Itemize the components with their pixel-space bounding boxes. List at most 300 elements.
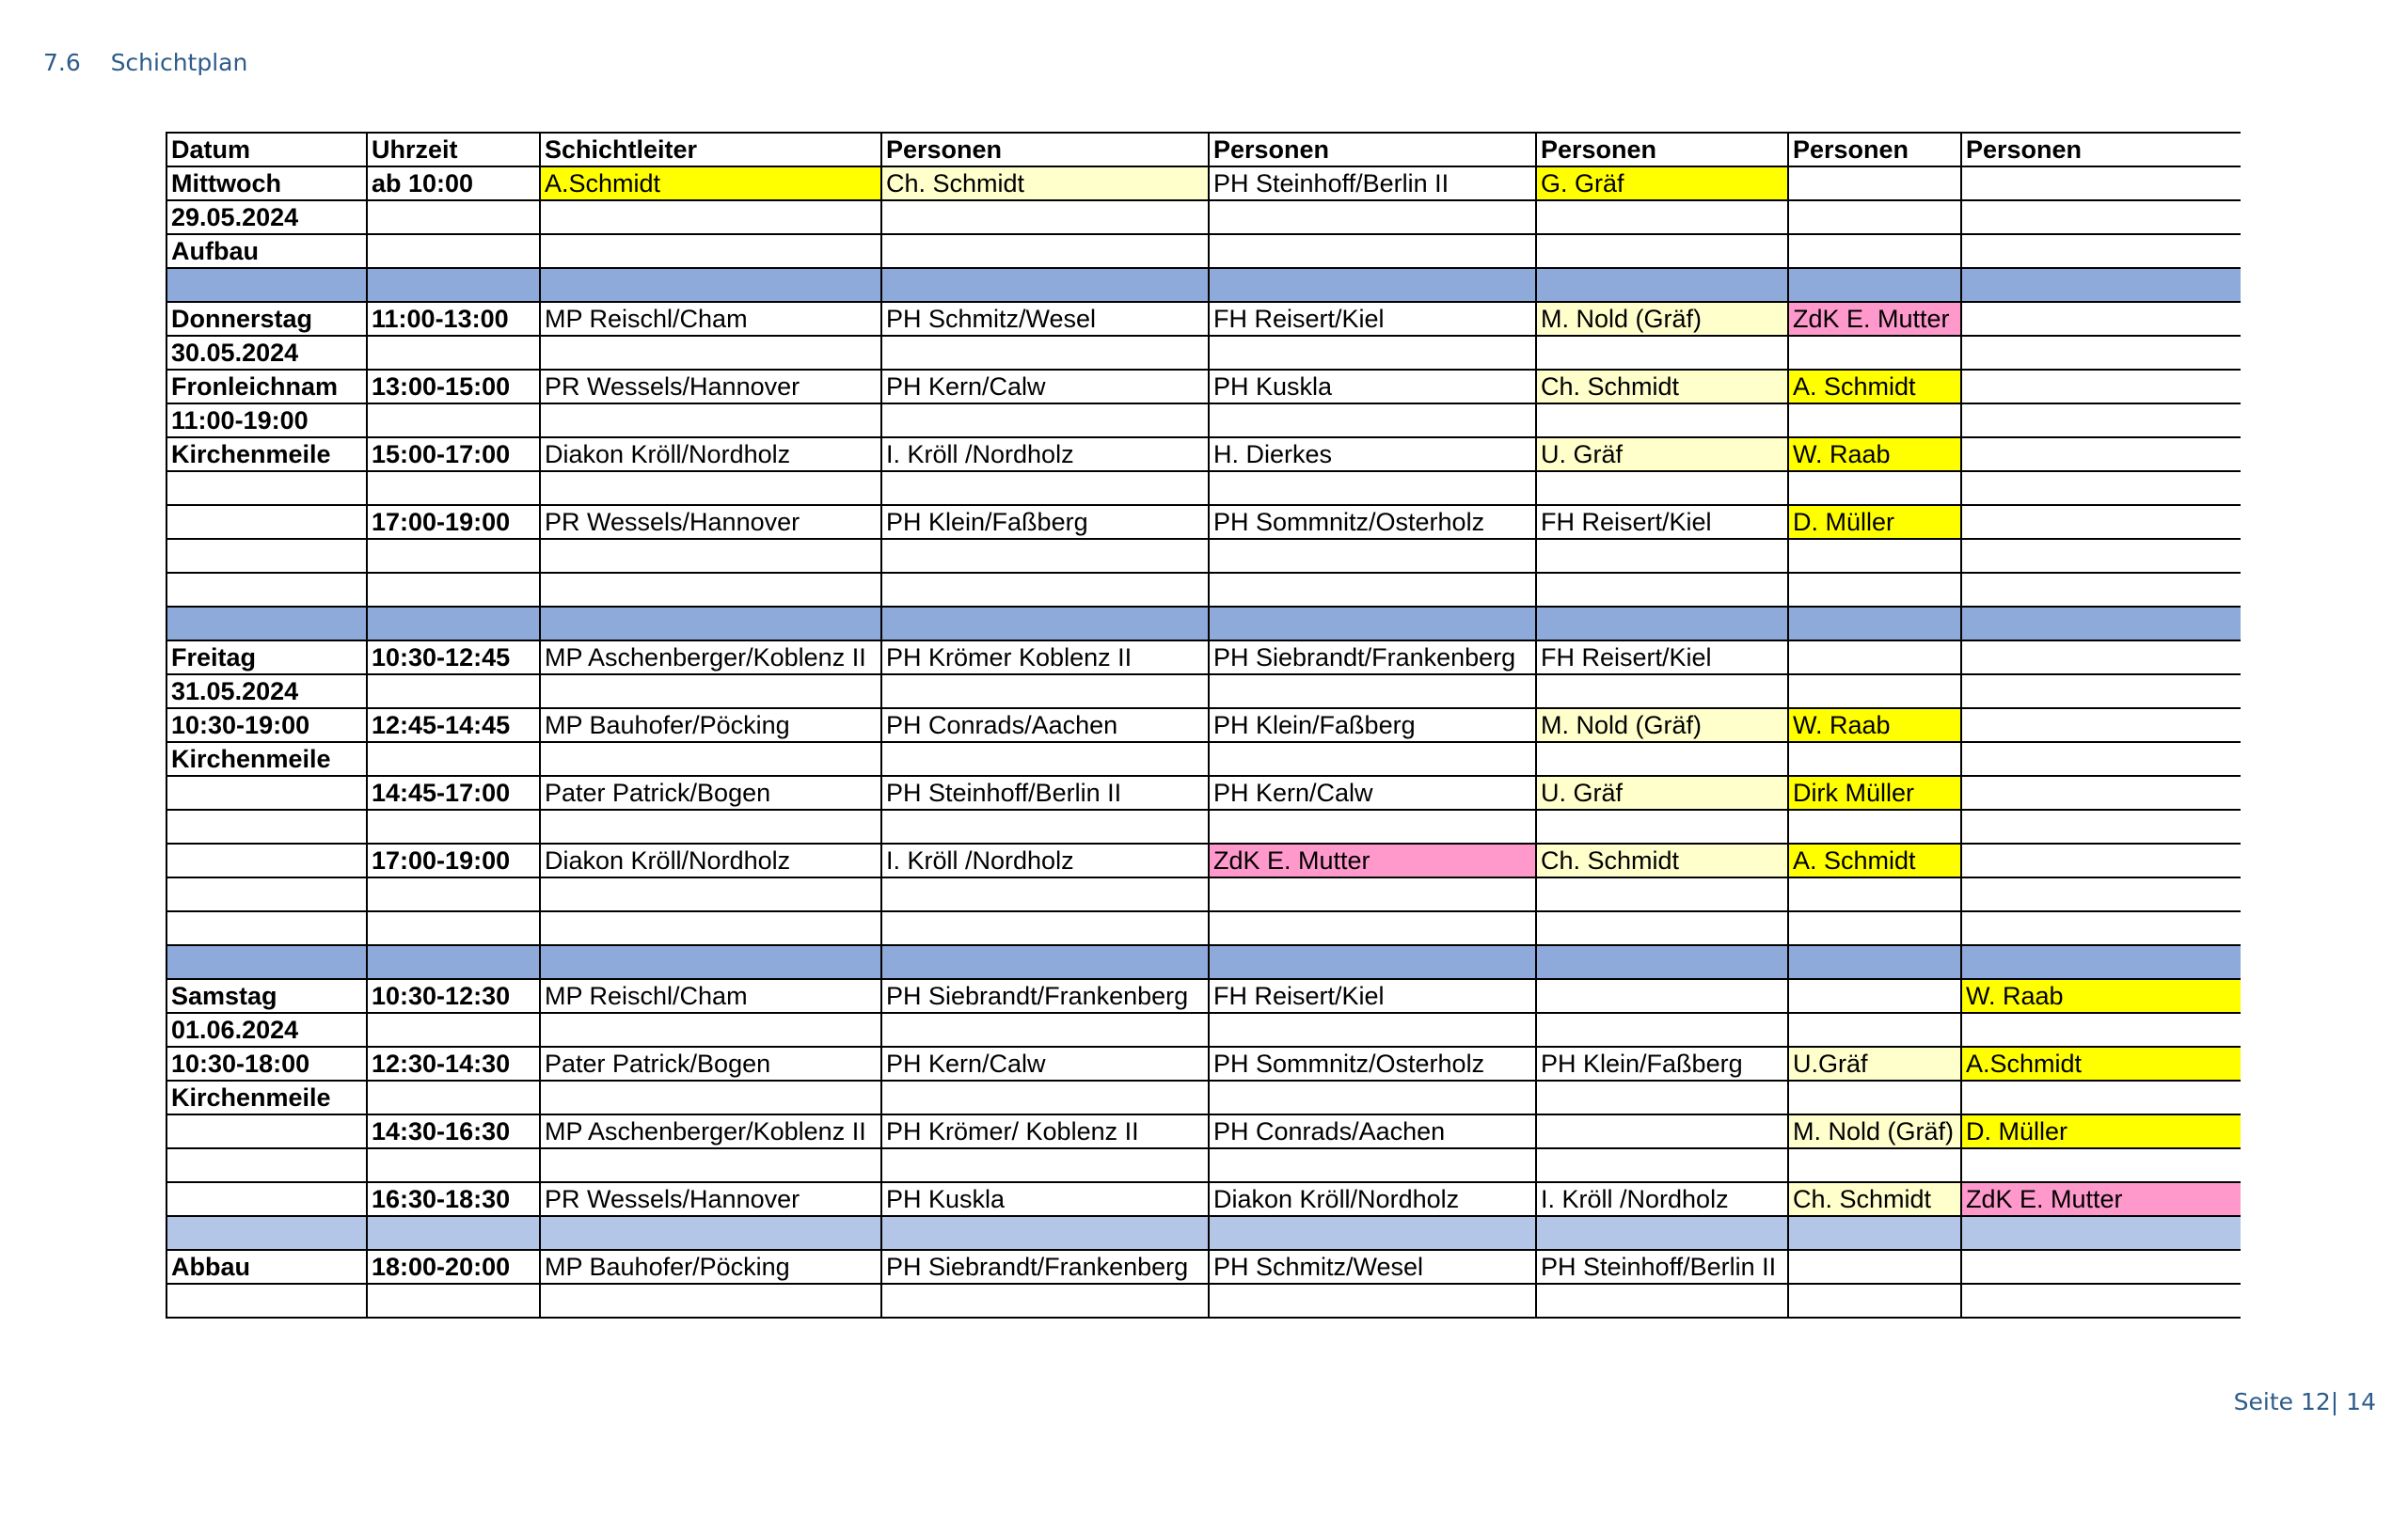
table-cell (1961, 471, 2241, 505)
table-row (166, 573, 2241, 607)
table-cell (1961, 302, 2241, 336)
separator-cell (367, 607, 540, 640)
table-cell: PH Klein/Faßberg (1209, 708, 1536, 742)
table-cell: MP Bauhofer/Pöcking (540, 1250, 881, 1284)
table-cell (1788, 471, 1961, 505)
table-cell: PH Schmitz/Wesel (1209, 1250, 1536, 1284)
table-cell: PR Wessels/Hannover (540, 505, 881, 539)
separator-cell (1536, 268, 1788, 302)
table-cell (1536, 471, 1788, 505)
table-cell (1788, 234, 1961, 268)
table-cell: U. Gräf (1536, 776, 1788, 810)
table-cell (1788, 539, 1961, 573)
table-cell (1961, 1148, 2241, 1182)
table-cell (1961, 336, 2241, 370)
table-cell (1209, 911, 1536, 945)
table-row (166, 674, 2241, 708)
table-cell (881, 1148, 1209, 1182)
table-cell (367, 234, 540, 268)
table-cell (367, 336, 540, 370)
table-cell: 31.05.2024 (166, 674, 367, 708)
table-cell (367, 1148, 540, 1182)
table-cell: Samstag (166, 979, 367, 1013)
table-cell: MP Reischl/Cham (540, 302, 881, 336)
table-cell: Ch. Schmidt (881, 166, 1209, 200)
table-cell (1788, 200, 1961, 234)
section-title: Schichtplan (110, 49, 248, 76)
table-cell (881, 1284, 1209, 1318)
separator-cell (540, 607, 881, 640)
table-row (166, 1148, 2241, 1182)
table-cell: W. Raab (1961, 979, 2241, 1013)
table-cell: M. Nold (Gräf) (1536, 302, 1788, 336)
separator-row (166, 945, 2241, 979)
table-cell (1209, 471, 1536, 505)
table-row (166, 1013, 2241, 1047)
table-cell: I. Kröll /Nordholz (881, 844, 1209, 877)
separator-cell (166, 1216, 367, 1250)
table-cell: Donnerstag (166, 302, 367, 336)
table-cell (1536, 1081, 1788, 1114)
table-row (166, 1081, 2241, 1114)
table-row (166, 776, 2241, 810)
table-cell: Kirchenmeile (166, 742, 367, 776)
table-body (166, 166, 2241, 1318)
table-cell (166, 776, 367, 810)
table-cell: H. Dierkes (1209, 437, 1536, 471)
table-cell: 13:00-15:00 (367, 370, 540, 403)
table-cell (881, 539, 1209, 573)
table-row (166, 1182, 2241, 1216)
table-cell (367, 539, 540, 573)
table-cell (1961, 742, 2241, 776)
table-cell (1209, 336, 1536, 370)
table-cell (1961, 234, 2241, 268)
table-cell: W. Raab (1788, 437, 1961, 471)
table-cell: PH Steinhoff/Berlin II (881, 776, 1209, 810)
table-cell: Pater Patrick/Bogen (540, 1047, 881, 1081)
table-row (166, 1114, 2241, 1148)
table-cell (1536, 1013, 1788, 1047)
table-cell (367, 810, 540, 844)
table-cell: 10:30-12:30 (367, 979, 540, 1013)
table-cell (1209, 1081, 1536, 1114)
table-cell: Freitag (166, 640, 367, 674)
table-cell: U.Gräf (1788, 1047, 1961, 1081)
table-cell: MP Aschenberger/Koblenz II (540, 1114, 881, 1148)
separator-cell (881, 1216, 1209, 1250)
table-cell: PH Klein/Faßberg (1536, 1047, 1788, 1081)
table-cell: PH Siebrandt/Frankenberg (881, 1250, 1209, 1284)
table-cell: Pater Patrick/Bogen (540, 776, 881, 810)
table-cell (540, 674, 881, 708)
shift-schedule-table (166, 132, 2241, 1319)
table-cell: A. Schmidt (1788, 844, 1961, 877)
separator-cell (166, 945, 367, 979)
table-cell (1961, 1284, 2241, 1318)
table-cell (1788, 674, 1961, 708)
table-cell (166, 573, 367, 607)
table-row (166, 742, 2241, 776)
separator-cell (1961, 945, 2241, 979)
table-cell (1788, 1148, 1961, 1182)
table-cell: ZdK E. Mutter (1788, 302, 1961, 336)
table-cell: 10:30-19:00 (166, 708, 367, 742)
table-cell: 14:45-17:00 (367, 776, 540, 810)
table-cell (540, 234, 881, 268)
table-row (166, 505, 2241, 539)
table-cell: Ch. Schmidt (1788, 1182, 1961, 1216)
separator-cell (166, 607, 367, 640)
table-cell (540, 810, 881, 844)
separator-cell (367, 1216, 540, 1250)
table-cell (1961, 776, 2241, 810)
table-cell: Mittwoch (166, 166, 367, 200)
table-cell (1536, 1148, 1788, 1182)
table-cell (1961, 200, 2241, 234)
separator-cell (1788, 268, 1961, 302)
table-cell (1209, 674, 1536, 708)
table-row (166, 302, 2241, 336)
table-cell (881, 471, 1209, 505)
section-heading (43, 49, 247, 76)
table-cell (1788, 979, 1961, 1013)
table-cell: Fronleichnam (166, 370, 367, 403)
table-row (166, 200, 2241, 234)
table-cell: Aufbau (166, 234, 367, 268)
table-cell (881, 810, 1209, 844)
table-cell (1961, 505, 2241, 539)
table-cell: Ch. Schmidt (1536, 370, 1788, 403)
column-header: Personen (1788, 133, 1961, 166)
table-cell (1961, 911, 2241, 945)
table-cell: D. Müller (1961, 1114, 2241, 1148)
table-cell (540, 1081, 881, 1114)
table-cell (1209, 539, 1536, 573)
table-row (166, 844, 2241, 877)
table-cell (540, 742, 881, 776)
separator-cell (1536, 607, 1788, 640)
table-cell (881, 911, 1209, 945)
table-cell: I. Kröll /Nordholz (1536, 1182, 1788, 1216)
table-cell (166, 810, 367, 844)
table-cell (367, 1081, 540, 1114)
table-cell (540, 539, 881, 573)
table-cell: I. Kröll /Nordholz (881, 437, 1209, 471)
table-cell (1961, 1250, 2241, 1284)
separator-cell (1209, 268, 1536, 302)
separator-cell (881, 607, 1209, 640)
column-header: Personen (1536, 133, 1788, 166)
separator-cell (367, 945, 540, 979)
table-cell (367, 1013, 540, 1047)
table-cell: FH Reisert/Kiel (1209, 979, 1536, 1013)
table-cell (1961, 539, 2241, 573)
table-cell: PH Conrads/Aachen (1209, 1114, 1536, 1148)
table-cell (1536, 877, 1788, 911)
table-cell: 14:30-16:30 (367, 1114, 540, 1148)
table-cell: D. Müller (1788, 505, 1961, 539)
table-cell: PH Siebrandt/Frankenberg (1209, 640, 1536, 674)
separator-row (166, 607, 2241, 640)
table-cell (166, 1182, 367, 1216)
separator-row (166, 268, 2241, 302)
separator-cell (881, 945, 1209, 979)
table-cell (166, 911, 367, 945)
table-cell (1961, 1013, 2241, 1047)
table-cell (166, 877, 367, 911)
table-cell (540, 877, 881, 911)
table-cell: PH Siebrandt/Frankenberg (881, 979, 1209, 1013)
table-cell (881, 877, 1209, 911)
table-cell (1788, 911, 1961, 945)
table-header-row (166, 133, 2241, 166)
table-row (166, 1047, 2241, 1081)
separator-cell (540, 945, 881, 979)
table-cell: 17:00-19:00 (367, 844, 540, 877)
table-cell: FH Reisert/Kiel (1536, 640, 1788, 674)
table-row (166, 877, 2241, 911)
table-cell (540, 336, 881, 370)
table-cell (1961, 437, 2241, 471)
table-cell (881, 200, 1209, 234)
table-cell: 15:00-17:00 (367, 437, 540, 471)
page-number: Seite 12| 14 (2233, 1388, 2376, 1415)
table-cell (540, 1148, 881, 1182)
separator-cell (1209, 607, 1536, 640)
table-cell (1209, 403, 1536, 437)
table-cell (1209, 1148, 1536, 1182)
table-cell: Kirchenmeile (166, 437, 367, 471)
table-cell: PH Kern/Calw (881, 370, 1209, 403)
table-cell: 11:00-13:00 (367, 302, 540, 336)
table-cell (540, 911, 881, 945)
table-cell (1788, 403, 1961, 437)
column-header: Personen (881, 133, 1209, 166)
separator-cell (1536, 1216, 1788, 1250)
table-row (166, 437, 2241, 471)
table-cell (540, 403, 881, 437)
table-cell: PH Sommnitz/Osterholz (1209, 505, 1536, 539)
table-cell (881, 742, 1209, 776)
table-cell (540, 573, 881, 607)
table-cell (1961, 708, 2241, 742)
separator-cell (1788, 1216, 1961, 1250)
table-cell: 01.06.2024 (166, 1013, 367, 1047)
table-cell (1788, 166, 1961, 200)
table-row (166, 810, 2241, 844)
table-cell: PH Sommnitz/Osterholz (1209, 1047, 1536, 1081)
table-cell: 16:30-18:30 (367, 1182, 540, 1216)
table-cell (1209, 234, 1536, 268)
column-header: Datum (166, 133, 367, 166)
table-cell (1536, 742, 1788, 776)
table-cell (166, 844, 367, 877)
table-cell: PH Kern/Calw (881, 1047, 1209, 1081)
table-cell: Kirchenmeile (166, 1081, 367, 1114)
table-cell (367, 742, 540, 776)
table-cell (1536, 336, 1788, 370)
table-cell (1209, 1284, 1536, 1318)
table-cell (540, 1013, 881, 1047)
table-cell: U. Gräf (1536, 437, 1788, 471)
column-header: Personen (1961, 133, 2241, 166)
table-row (166, 911, 2241, 945)
separator-cell (881, 268, 1209, 302)
separator-cell (1961, 1216, 2241, 1250)
table-cell: PH Steinhoff/Berlin II (1536, 1250, 1788, 1284)
table-cell: 29.05.2024 (166, 200, 367, 234)
table-cell (1961, 674, 2241, 708)
table-row (166, 166, 2241, 200)
table-cell: MP Aschenberger/Koblenz II (540, 640, 881, 674)
table-cell (1788, 573, 1961, 607)
table-cell: Abbau (166, 1250, 367, 1284)
table-cell (1961, 166, 2241, 200)
table-cell (1961, 1081, 2241, 1114)
table-cell (540, 1284, 881, 1318)
table-cell (1961, 877, 2241, 911)
table-cell (1788, 742, 1961, 776)
table-row (166, 336, 2241, 370)
separator-cell (1961, 607, 2241, 640)
table-cell (1788, 1250, 1961, 1284)
separator-cell (166, 268, 367, 302)
table-cell (166, 1114, 367, 1148)
table-cell (881, 403, 1209, 437)
table-cell: ab 10:00 (367, 166, 540, 200)
table-cell: 30.05.2024 (166, 336, 367, 370)
table-cell (166, 505, 367, 539)
table-cell (1788, 1013, 1961, 1047)
table-cell: PH Krömer/ Koblenz II (881, 1114, 1209, 1148)
separator-cell (1961, 268, 2241, 302)
table-row (166, 539, 2241, 573)
separator-cell (1209, 1216, 1536, 1250)
table-cell (1961, 370, 2241, 403)
table-cell: 17:00-19:00 (367, 505, 540, 539)
table-cell: ZdK E. Mutter (1961, 1182, 2241, 1216)
table-cell (540, 471, 881, 505)
table-cell (367, 911, 540, 945)
table-cell (1209, 877, 1536, 911)
table-cell: PH Kuskla (881, 1182, 1209, 1216)
table-row (166, 234, 2241, 268)
section-number: 7.6 (43, 49, 81, 76)
table-cell (367, 573, 540, 607)
table-cell (1788, 877, 1961, 911)
table-cell (1209, 200, 1536, 234)
separator-cell (1788, 607, 1961, 640)
table-cell: 10:30-12:45 (367, 640, 540, 674)
table-cell (1788, 810, 1961, 844)
table-cell: PH Kuskla (1209, 370, 1536, 403)
column-header: Uhrzeit (367, 133, 540, 166)
table-cell (1536, 1114, 1788, 1148)
table-cell (367, 471, 540, 505)
table-cell (166, 1148, 367, 1182)
table-cell (1788, 640, 1961, 674)
table-cell: PH Steinhoff/Berlin II (1209, 166, 1536, 200)
table-cell: G. Gräf (1536, 166, 1788, 200)
separator-cell (1788, 945, 1961, 979)
table-cell: MP Reischl/Cham (540, 979, 881, 1013)
table-cell (881, 234, 1209, 268)
table-cell (367, 877, 540, 911)
table-cell: Diakon Kröll/Nordholz (540, 437, 881, 471)
table-cell (1536, 539, 1788, 573)
table-cell: PH Kern/Calw (1209, 776, 1536, 810)
table-cell (1536, 234, 1788, 268)
table-cell: MP Bauhofer/Pöcking (540, 708, 881, 742)
table-cell: PH Krömer Koblenz II (881, 640, 1209, 674)
table-cell: PH Conrads/Aachen (881, 708, 1209, 742)
table-cell (1209, 573, 1536, 607)
table-row (166, 708, 2241, 742)
table-cell: A.Schmidt (1961, 1047, 2241, 1081)
table-cell (1536, 403, 1788, 437)
table-cell (1961, 573, 2241, 607)
table-cell: 18:00-20:00 (367, 1250, 540, 1284)
table-cell (1209, 742, 1536, 776)
table-cell (1536, 810, 1788, 844)
table-cell (881, 573, 1209, 607)
table-row (166, 979, 2241, 1013)
table-cell: FH Reisert/Kiel (1536, 505, 1788, 539)
table-cell (1961, 810, 2241, 844)
table-cell (166, 539, 367, 573)
table-cell: PH Schmitz/Wesel (881, 302, 1209, 336)
table-cell (1788, 1081, 1961, 1114)
column-header: Personen (1209, 133, 1536, 166)
table-cell: PR Wessels/Hannover (540, 370, 881, 403)
table-cell (1961, 844, 2241, 877)
table-cell (1961, 403, 2241, 437)
table-cell: 12:30-14:30 (367, 1047, 540, 1081)
table-cell (881, 674, 1209, 708)
table-cell: Ch. Schmidt (1536, 844, 1788, 877)
table-cell: M. Nold (Gräf) (1536, 708, 1788, 742)
table-cell (1536, 911, 1788, 945)
table-cell (1536, 979, 1788, 1013)
table-cell (1536, 200, 1788, 234)
table-cell (367, 200, 540, 234)
table-cell (367, 1284, 540, 1318)
separator-cell (1209, 945, 1536, 979)
table-cell: M. Nold (Gräf) (1788, 1114, 1961, 1148)
table-row (166, 471, 2241, 505)
table-cell: 12:45-14:45 (367, 708, 540, 742)
table-cell (166, 1284, 367, 1318)
table-cell (1209, 1013, 1536, 1047)
table-row (166, 370, 2241, 403)
table-cell: 11:00-19:00 (166, 403, 367, 437)
table-cell (367, 674, 540, 708)
table-cell (1961, 640, 2241, 674)
table-cell (166, 471, 367, 505)
table-row (166, 640, 2241, 674)
table-cell: 10:30-18:00 (166, 1047, 367, 1081)
table-cell (1536, 573, 1788, 607)
table-cell (1788, 336, 1961, 370)
table-cell: W. Raab (1788, 708, 1961, 742)
separator-cell (1536, 945, 1788, 979)
separator-cell (367, 268, 540, 302)
table-cell (1536, 1284, 1788, 1318)
separator-cell (540, 1216, 881, 1250)
table-cell (367, 403, 540, 437)
table-cell (1209, 810, 1536, 844)
